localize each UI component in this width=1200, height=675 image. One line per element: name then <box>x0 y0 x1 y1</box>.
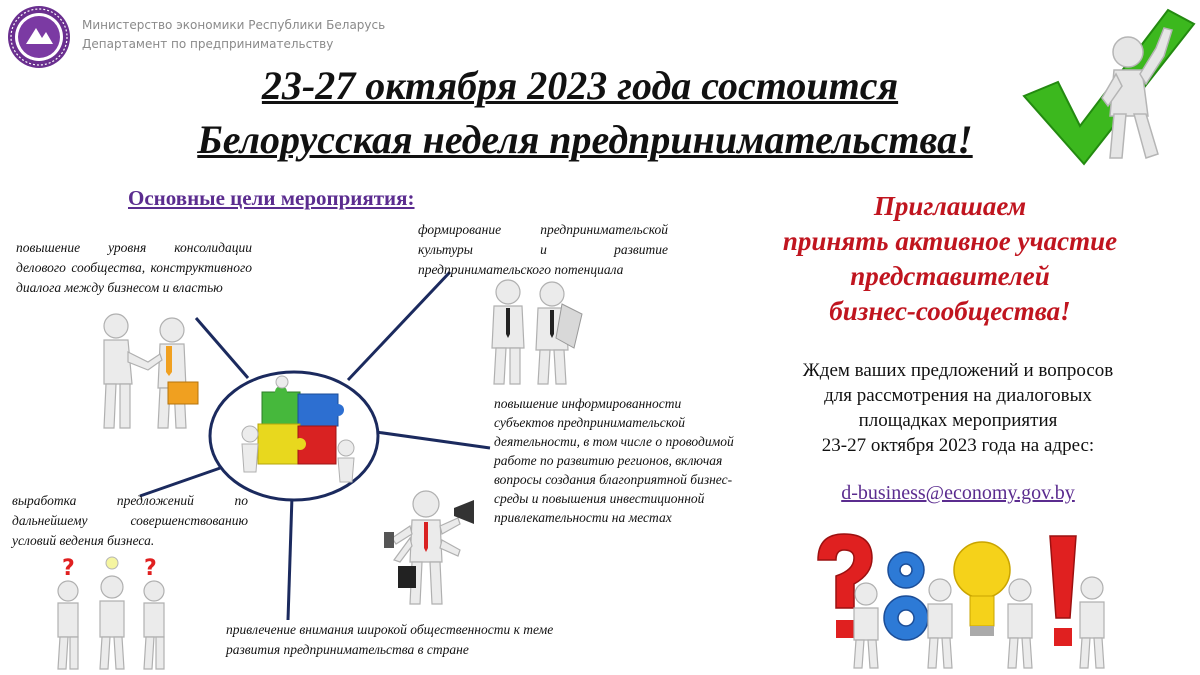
invite-line: бизнес-сообщества! <box>829 296 1071 326</box>
multitasking-figure-icon <box>378 488 478 608</box>
org-emblem-icon <box>6 4 72 70</box>
checkmark-icon <box>1018 4 1198 172</box>
gear-icon <box>884 552 928 640</box>
connector-line-goal-5 <box>288 496 292 620</box>
org-name: Министерство экономики Республики Беларусь <box>82 18 386 32</box>
headline-event-name: Белорусская неделя предпринимательства! <box>197 117 973 162</box>
email-link[interactable]: d-business@economy.gov.by <box>841 482 1075 504</box>
connector-line-goal-2 <box>348 272 450 380</box>
goals-title: Основные цели мероприятия: <box>128 186 415 210</box>
question-figures-icon <box>44 555 180 673</box>
invite-line: представителей <box>850 261 1050 291</box>
department-name: Департамент по предпринимательству <box>82 37 334 51</box>
headline-dates: 23-27 октября 2023 года состоится <box>261 63 899 108</box>
invitation-block <box>740 189 1160 329</box>
contact-line: 23-27 октября 2023 года на адрес: <box>821 435 1095 456</box>
goal-item: повышение уровня консолидации делового сообщества, конструктивного диалога между бизнесом и властью <box>16 240 252 295</box>
connector-line-goal-1 <box>196 318 248 378</box>
qa-figures-icon <box>810 530 1110 670</box>
exclamation-mark-icon <box>1050 536 1076 646</box>
svg-text:?: ? <box>144 556 157 581</box>
puzzle-icon <box>212 372 380 498</box>
contact-line: для рассмотрения на диалоговых <box>824 385 1092 406</box>
contact-text <box>748 358 1168 458</box>
connector-line-goal-3 <box>376 432 490 448</box>
invite-line: Приглашаем <box>873 191 1027 221</box>
goal-item: выработка предложений по дальнейшему совершенствованию условий ведения бизнеса. <box>12 493 248 548</box>
lightbulb-icon <box>954 542 1010 636</box>
business-figures-icon <box>478 278 588 388</box>
contact-line: Ждем ваших предложений и вопросов <box>802 360 1114 381</box>
goal-item: привлечение внимания широкой общественности к теме развития предпринимательства в стране <box>226 622 554 657</box>
handshake-figures-icon <box>92 312 202 432</box>
invite-line: принять активное участие <box>782 226 1118 256</box>
goal-item: формирование предпринимательской культуры и развитие предпринимательского потенциала <box>418 222 668 277</box>
contact-line: площадках мероприятия <box>858 410 1058 431</box>
svg-text:?: ? <box>62 556 75 581</box>
goal-item: повышение информированности субъектов предпринимательской деятельности, в том числе о проводимой работе по развитию регионов, включая вопросы создания благоприятной бизнес-среды и повышения инвестиционной привлекательности на местах <box>494 396 734 525</box>
